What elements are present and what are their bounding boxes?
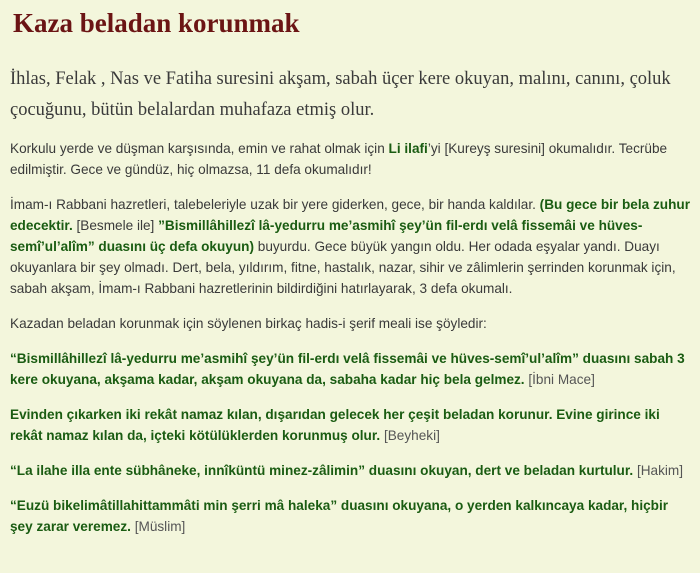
hadith-1-text: “Bismillâhillezî lâ-yedurru me’asmihî şey’ün fil-erdı velâ fissemâi ve hüves-semî’ul’alîm” duasını sabah 3 kere okuyana, akşama kadar, akşam okuyana da, sabaha kadar hiç bela gelmez. xyxy=(10,351,685,387)
p1-text-c: ’yi [Kureyş suresini] okumalıdır. Tecrübe edilmiştir. Gece ve gündüz, hiç olmazsa, 11 defa okumalıdır! xyxy=(10,141,668,177)
hadith-4 xyxy=(10,495,690,537)
lead-paragraph: İhlas, Felak , Nas ve Fatiha suresini akşam, sabah üçer kere okuyan, malını, canını, çoluk çocuğunu, bütün belalardan muhafaza etmiş olur. xyxy=(10,69,671,120)
hadith-2-text: Evinden çıkarken iki rekât namaz kılan, dışarıdan gelecek her çeşit beladan korunur. Evine girince iki rekât namaz kılan da, içteki kötülüklerden korunmuş olur. xyxy=(10,407,660,443)
p2-text-c: [Besmele ile] xyxy=(72,218,159,233)
hadith-2 xyxy=(10,404,690,446)
hadith-1 xyxy=(10,348,690,390)
hadith-3-source: [Hakim] xyxy=(633,463,684,478)
p2-text-e: buyurdu. Gece büyük yangın oldu. Her odada eşyalar yandı. Duayı okuyanlara bir şey olmadı. Dert, bela, yıldırım, fitne, hastalık, nazar, sihir ve zâlimlerin şerrinden korunmak için, sabah akşam, İmam-ı Rabbani hazretlerinin bildirdiğini hatırlayarak, 3 defa okumalı. xyxy=(10,239,676,296)
hadith-3 xyxy=(10,460,690,481)
p1-text-a: Korkulu yerde ve düşman karşısında, emin ve rahat olmak için xyxy=(10,141,389,156)
hadith-1-source: [İbni Mace] xyxy=(524,372,595,387)
paragraph-1 xyxy=(10,138,690,180)
hadith-3-text: “La ilahe illa ente sübhâneke, innîküntü minez-zâlimin” duasını okuyan, dert ve beladan kurtulur. xyxy=(10,463,634,478)
paragraph-3: Kazadan beladan korunmak için söylenen birkaç hadis-i şerif meali ise şöyledir: xyxy=(10,316,487,331)
page-title: Kaza beladan korunmak xyxy=(13,8,300,38)
p2-text-a: İmam-ı Rabbani hazretleri, talebeleriyle uzak bir yere giderken, gece, bir handa kaldılar. xyxy=(10,197,540,212)
p2-highlight-b: (Bu gece bir bela zuhur edecektir. xyxy=(10,197,690,233)
hadith-4-text: “Euzü bikelimâtillahittammâti min şerri mâ haleka” duasını okuyana, o yerden kalkıncaya kadar, hiçbir şey zarar veremez. xyxy=(10,498,669,534)
hadith-2-source: [Beyheki] xyxy=(380,428,440,443)
p1-highlight: Li ilafi xyxy=(388,141,428,156)
p2-highlight-d: ”Bismillâhillezî lâ-yedurru me’asmihî şey’ün fil-erdı velâ fissemâi ve hüves-semî’ul’alîm” duasını üç defa okuyun) xyxy=(10,218,643,254)
hadith-4-source: [Müslim] xyxy=(130,519,186,534)
paragraph-2 xyxy=(10,194,690,299)
